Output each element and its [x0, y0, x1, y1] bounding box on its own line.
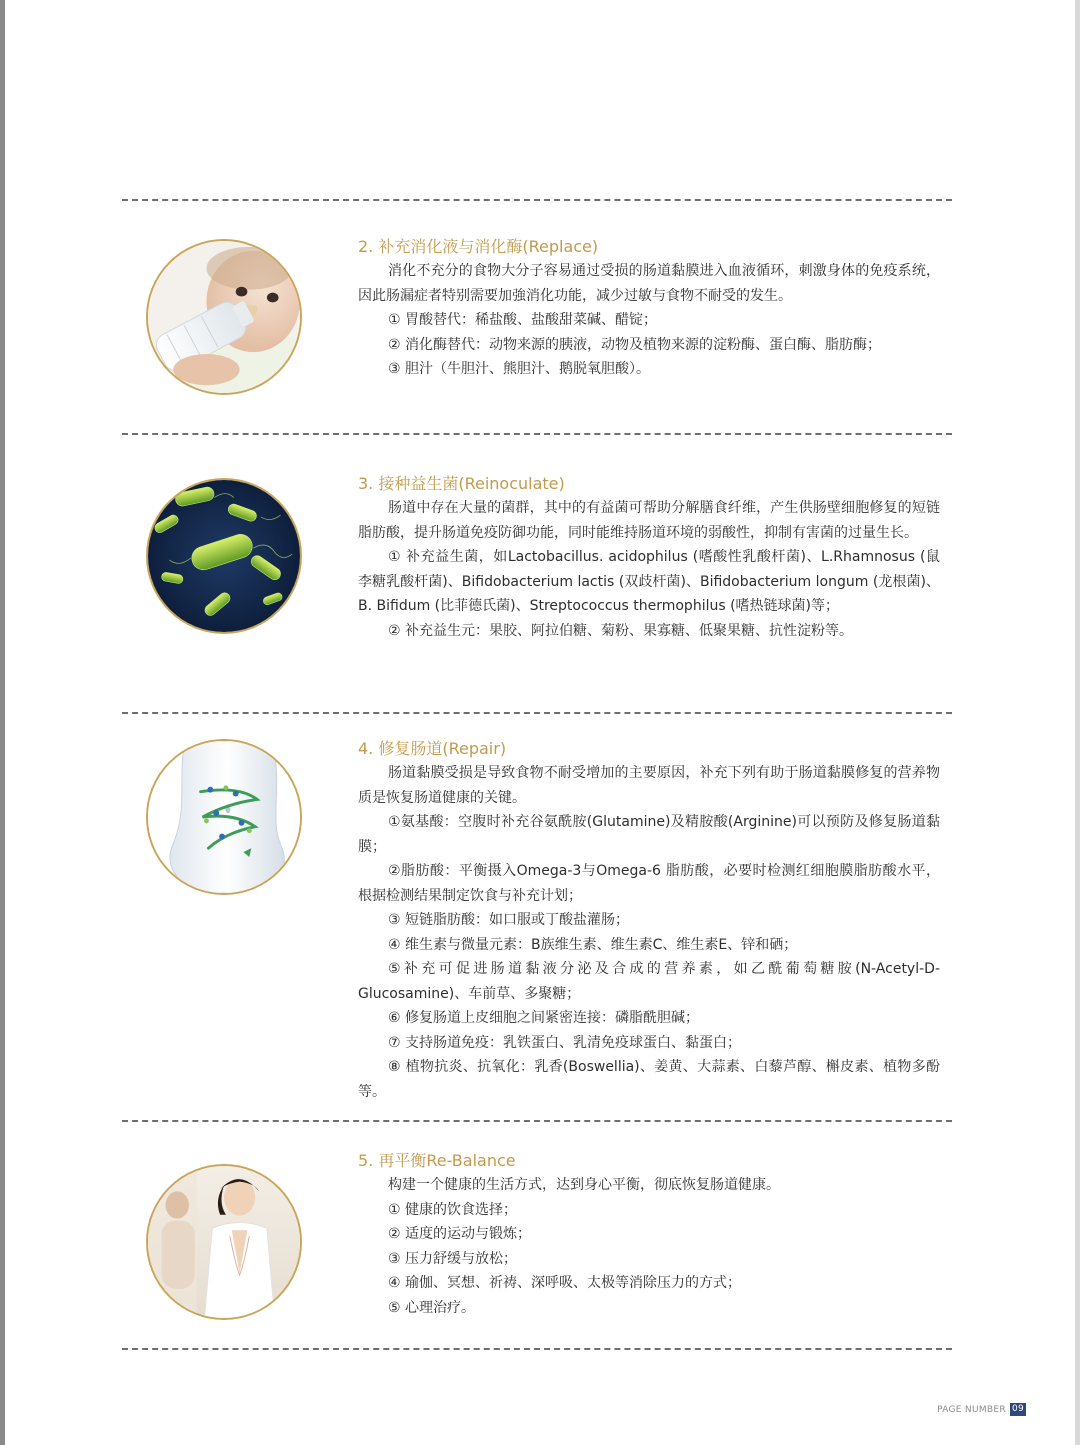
- section-heading: 2. 补充消化液与消化酶(Replace): [358, 237, 599, 256]
- section-heading: 3. 接种益生菌(Reinoculate): [358, 474, 565, 493]
- list-item: ③ 短链脂肪酸：如口服或丁酸盐灌肠；: [388, 912, 629, 928]
- section-paragraph: 构建一个健康的生活方式，达到身心平衡，彻底恢复肠道健康。: [388, 1177, 780, 1193]
- list-item: ⑧ 植物抗炎、抗氧化：乳香(Boswellia)、姜黄、大蒜素、白藜芦醇、槲皮素、植物多酚等。: [358, 1059, 940, 1100]
- section-rebalance: [358, 1149, 940, 1320]
- list-item: ① 健康的饮食选择；: [388, 1201, 518, 1218]
- list-item: ②脂肪酸：平衡摄入Omega-3与Omega-6 脂肪酸，必要时检测红细胞膜脂肪酸水平，根据检测结果制定饮食与补充计划；: [358, 863, 940, 904]
- section-repair: [358, 737, 940, 1104]
- list-item: ② 补充益生元：果胶、阿拉伯糖、菊粉、果寡糖、低聚果糖、抗性淀粉等。: [388, 622, 853, 639]
- section-paragraph: 肠道黏膜受损是导致食物不耐受增加的主要原因，补充下列有助于肠道黏膜修复的营养物质是恢复肠道健康的关键。: [358, 765, 940, 806]
- abdomen-illustration: [146, 739, 302, 895]
- section-divider: [122, 199, 952, 201]
- bacteria-illustration: [146, 478, 302, 634]
- page-edge-left: [0, 0, 5, 1445]
- section-divider: [122, 1348, 952, 1350]
- list-item: ⑤ 心理治疗。: [388, 1299, 476, 1316]
- section-reinoculate: [358, 472, 940, 643]
- section-divider: [122, 433, 952, 435]
- list-item: ⑥ 修复肠道上皮细胞之间紧密连接：磷脂酰胆碱；: [388, 1010, 699, 1026]
- list-item: ⑦ 支持肠道免疫：乳铁蛋白、乳清免疫球蛋白、黏蛋白；: [388, 1034, 741, 1051]
- section-divider: [122, 1120, 952, 1122]
- list-item: ② 消化酶替代：动物来源的胰液，动物及植物来源的淀粉酶、蛋白酶、脂肪酶；: [388, 336, 881, 353]
- page-number: 09: [1011, 1404, 1024, 1414]
- list-item: ② 适度的运动与锻炼；: [388, 1226, 532, 1242]
- list-item: ① 胃酸替代：稀盐酸、盐酸甜菜碱、醋锭；: [388, 312, 657, 328]
- section-heading: 5. 再平衡Re-Balance: [358, 1151, 516, 1170]
- list-item: ④ 瑜伽、冥想、祈祷、深呼吸、太极等消除压力的方式；: [388, 1275, 741, 1291]
- section-paragraph: 肠道中存在大量的菌群，其中的有益菌可帮助分解膳食纤维，产生供肠壁细胞修复的短链脂肪酸，提升肠道免疫防御功能，同时能维持肠道环境的弱酸性，抑制有害菌的过量生长。: [358, 500, 940, 541]
- list-item: ① 补充益生菌，如Lactobacillus. acidophilus (嗜酸性乳酸杆菌)、L.Rhamnosus (鼠李糖乳酸杆菌)、Bifidobacterium lactis (双歧杆菌)、Bifidobacterium longum (龙根菌)、B. Bifidum (比菲德氏菌)、Streptococcus thermophilus (嗜热链球菌)等；: [358, 549, 940, 614]
- list-item: ③ 压力舒缓与放松；: [388, 1250, 518, 1267]
- yoga-women-photo: [146, 1164, 302, 1320]
- page-number-label: PAGE NUMBER: [937, 1404, 1006, 1415]
- section-paragraph: 消化不充分的食物大分子容易通过受损的肠道黏膜进入血液循环，刺激身体的免疫系统，因此肠漏症者特别需要加強消化功能，减少过敏与食物不耐受的发生。: [358, 263, 940, 304]
- list-item: ④ 维生素与微量元素：B族维生素、维生素C、维生素E、锌和硒；: [388, 936, 798, 953]
- list-item: ⑤补充可促进肠道黏液分泌及合成的营养素，如乙酰葡萄糖胺(N-Acetyl-D-Glucosamine)、车前草、多聚糖；: [358, 961, 940, 1002]
- list-item: ①氨基酸：空腹时补充谷氨酰胺(Glutamine)及精胺酸(Arginine)可以预防及修复肠道黏膜；: [358, 814, 940, 855]
- list-item: ③ 胆汁（牛胆汁、熊胆汁、鹅脱氧胆酸）。: [388, 361, 650, 377]
- baby-bottle-photo: [146, 239, 302, 395]
- section-heading: 4. 修复肠道(Repair): [358, 739, 507, 758]
- section-divider: [122, 712, 952, 714]
- page-footer: [937, 1403, 1026, 1416]
- section-replace: [358, 235, 940, 382]
- page-edge-right: [1075, 0, 1080, 1445]
